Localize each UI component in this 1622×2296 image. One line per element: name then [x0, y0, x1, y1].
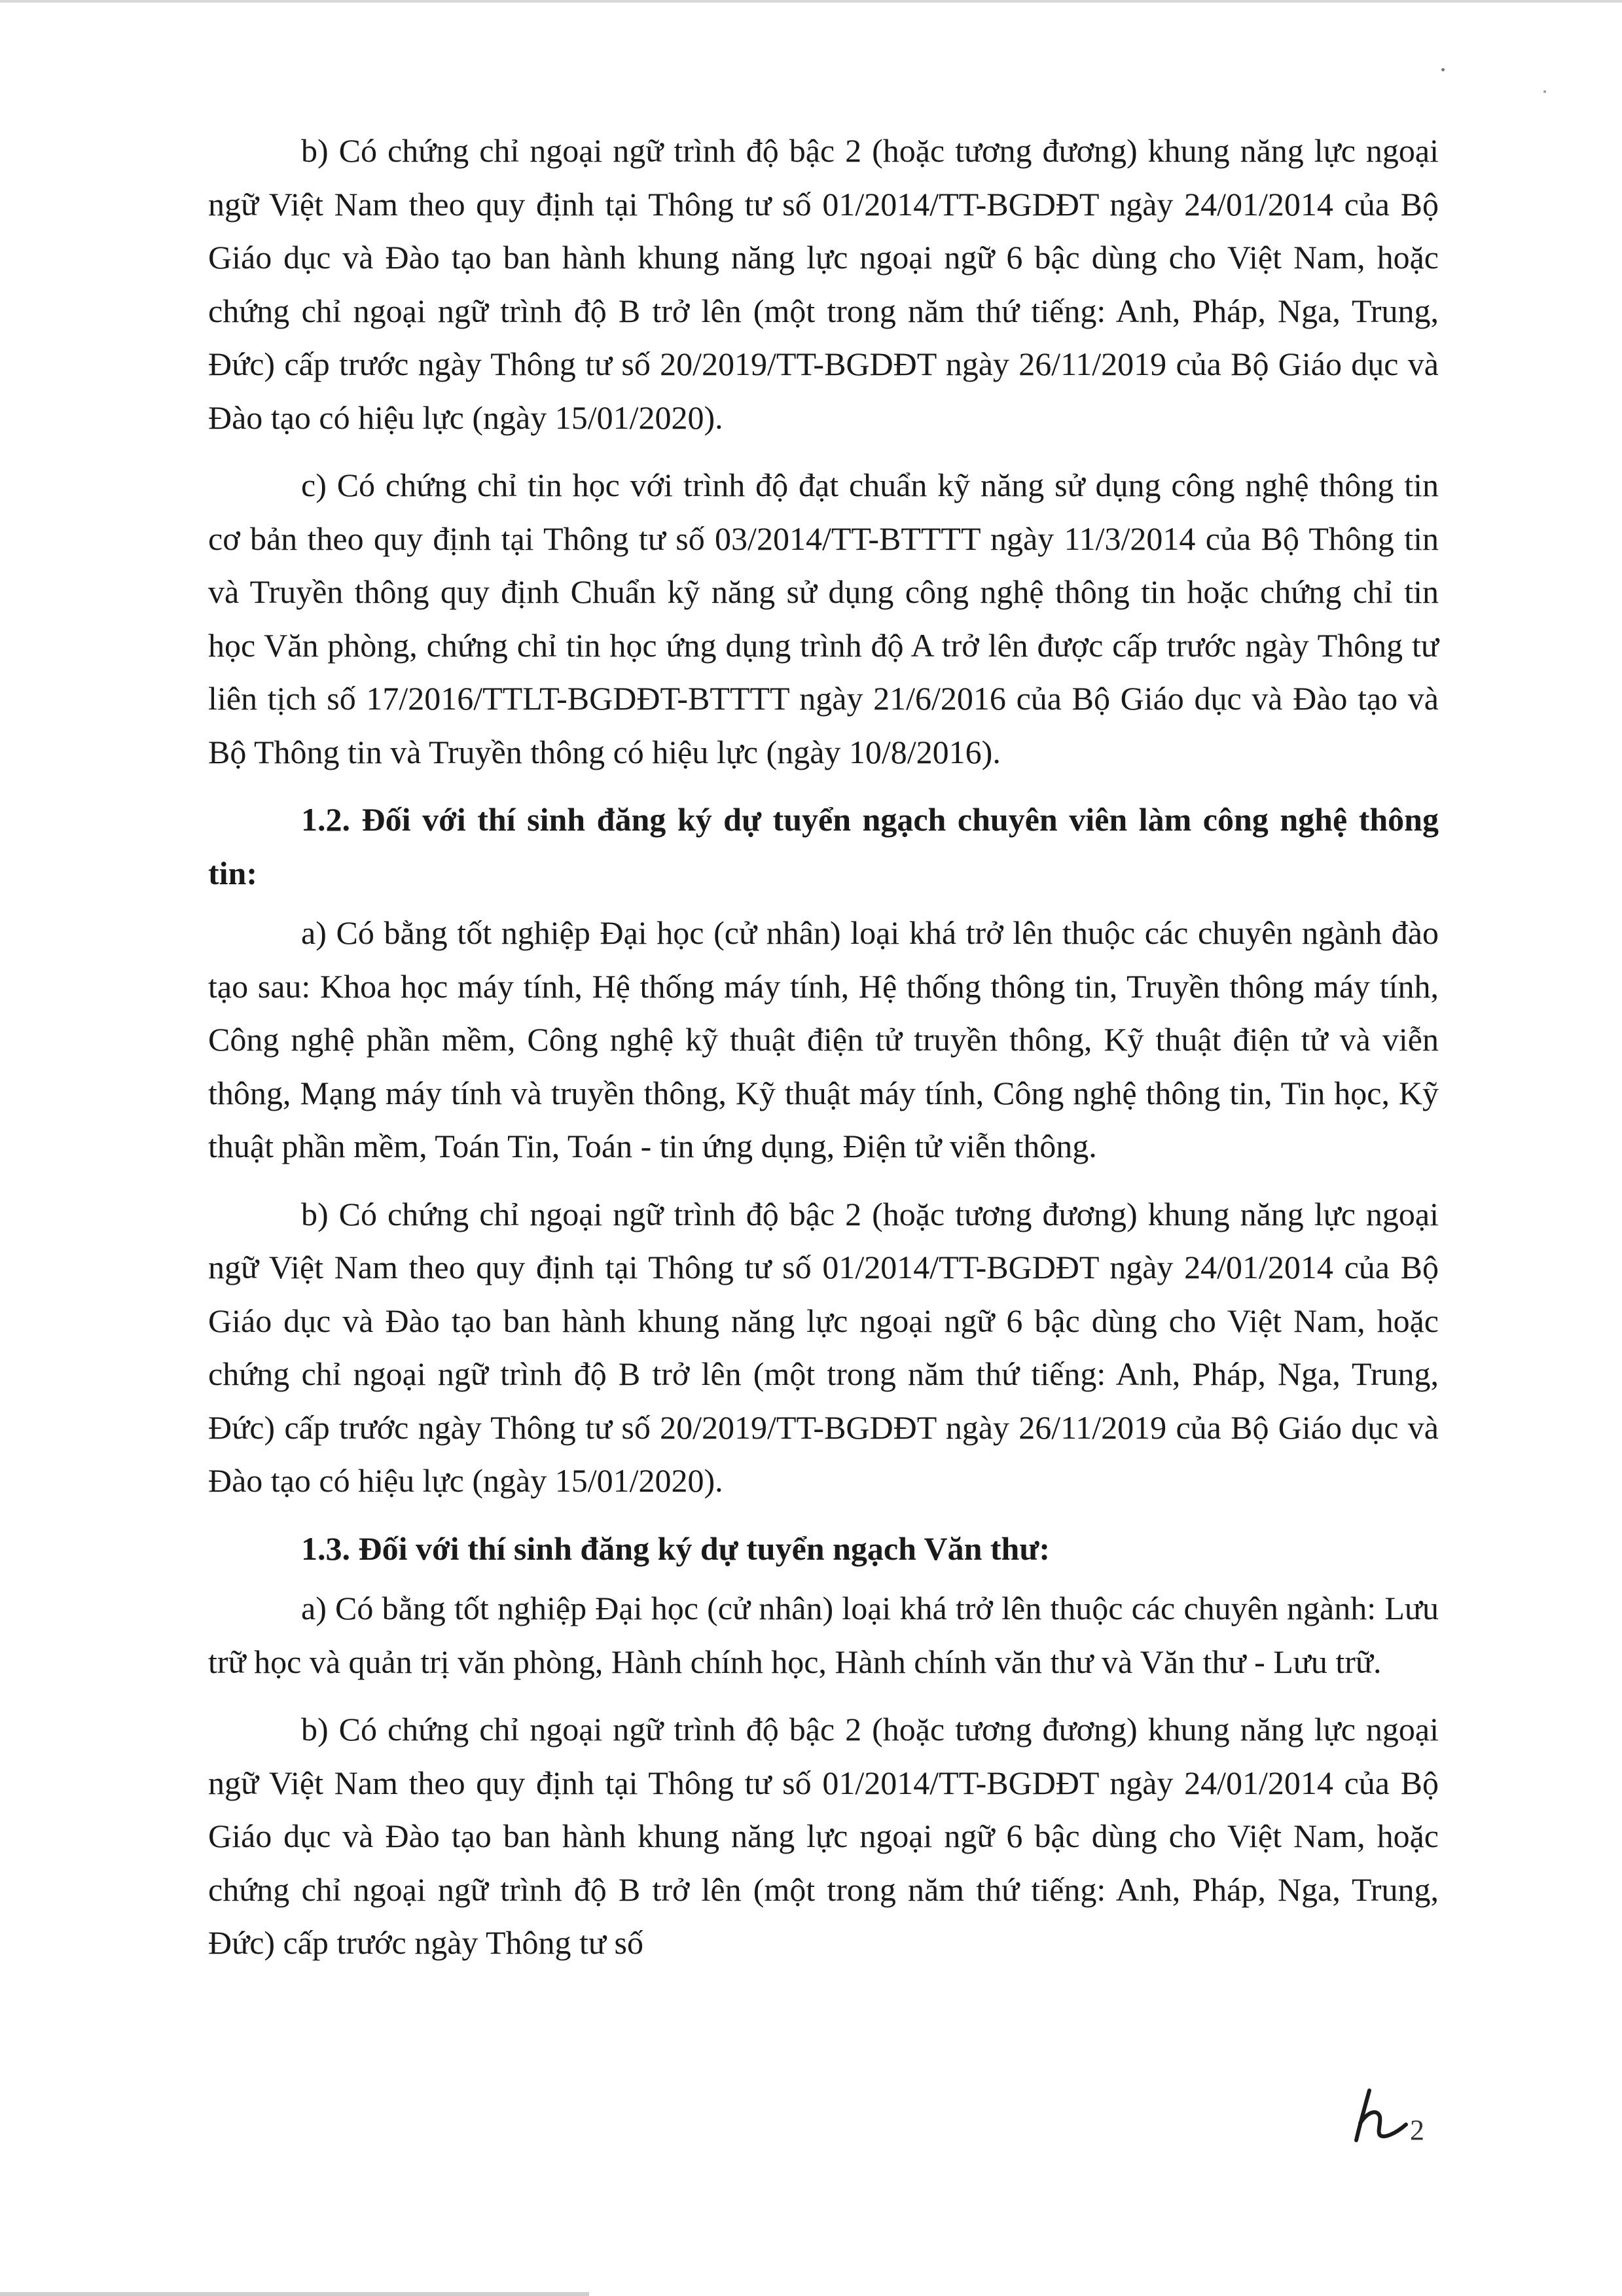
scan-speck — [1543, 90, 1546, 93]
handwritten-initial-mark — [1351, 2085, 1410, 2144]
scan-top-edge — [0, 0, 1622, 3]
scan-bottom-edge — [0, 2292, 589, 2296]
paragraph-foreign-language-certificate: b) Có chứng chỉ ngoại ngữ trình độ bậc 2 (hoặc tương đương) khung năng lực ngoại ngữ Việt Nam theo quy định tại Thông tư số 01/2014/TT-BGDĐT ngày 24/01/2014 của Bộ Giáo dục và Đào tạo ban hành khung năng lực ngoại ngữ 6 bậc dùng cho Việt Nam, hoặc chứng chỉ ngoại ngữ trình độ B trở lên (một trong năm thứ tiếng: Anh, Pháp, Nga, Trung, Đức) cấp trước ngày Thông tư số — [208, 1711, 1439, 1961]
paragraph-it-certificate: c) Có chứng chỉ tin học với trình độ đạt chuẩn kỹ năng sử dụng công nghệ thông tin cơ bản theo quy định tại Thông tư số 03/2014/TT-BTTTT ngày 11/3/2014 của Bộ Thông tin và Truyền thông quy định Chuẩn kỹ năng sử dụng công nghệ thông tin hoặc chứng chỉ tin học Văn phòng, chứng chỉ tin học ứng dụng trình độ A trở lên được cấp trước ngày Thông tư liên tịch số 17/2016/TTLT-BGDĐT-BTTTT ngày 21/6/2016 của Bộ Giáo dục và Đào tạo và Bộ Thông tin và Truyền thông có hiệu lực (ngày 10/8/2016). — [208, 467, 1439, 770]
section-heading-1-3: 1.3. Đối với thí sinh đăng ký dự tuyển ngạch Văn thư: — [301, 1530, 1051, 1567]
page-number: 2 — [1410, 2114, 1424, 2146]
document-body — [208, 124, 1439, 1970]
paragraph-foreign-language-certificate: b) Có chứng chỉ ngoại ngữ trình độ bậc 2 (hoặc tương đương) khung năng lực ngoại ngữ Việt Nam theo quy định tại Thông tư số 01/2014/TT-BGDĐT ngày 24/01/2014 của Bộ Giáo dục và Đào tạo ban hành khung năng lực ngoại ngữ 6 bậc dùng cho Việt Nam, hoặc chứng chỉ ngoại ngữ trình độ B trở lên (một trong năm thứ tiếng: Anh, Pháp, Nga, Trung, Đức) cấp trước ngày Thông tư số 20/2019/TT-BGDĐT ngày 26/11/2019 của Bộ Giáo dục và Đào tạo có hiệu lực (ngày 15/01/2020). — [208, 132, 1439, 436]
section-heading-1-2: 1.2. Đối với thí sinh đăng ký dự tuyển ngạch chuyên viên làm công nghệ thông tin: — [208, 801, 1439, 891]
paragraph-it-degree: a) Có bằng tốt nghiệp Đại học (cử nhân) loại khá trở lên thuộc các chuyên ngành đào tạo sau: Khoa học máy tính, Hệ thống máy tính, Hệ thống thông tin, Truyền thông máy tính, Công nghệ phần mềm, Công nghệ kỹ thuật điện tử truyền thông, Kỹ thuật điện tử và viễn thông, Mạng máy tính và truyền thông, Kỹ thuật máy tính, Công nghệ thông tin, Tin học, Kỹ thuật phần mềm, Toán Tin, Toán - tin ứng dụng, Điện tử viễn thông. — [208, 914, 1439, 1164]
paragraph-clerical-degree: a) Có bằng tốt nghiệp Đại học (cử nhân) loại khá trở lên thuộc các chuyên ngành: Lưu trữ học và quản trị văn phòng, Hành chính học, Hành chính văn thư và Văn thư - Lưu trữ. — [208, 1590, 1439, 1680]
paragraph-foreign-language-certificate: b) Có chứng chỉ ngoại ngữ trình độ bậc 2 (hoặc tương đương) khung năng lực ngoại ngữ Việt Nam theo quy định tại Thông tư số 01/2014/TT-BGDĐT ngày 24/01/2014 của Bộ Giáo dục và Đào tạo ban hành khung năng lực ngoại ngữ 6 bậc dùng cho Việt Nam, hoặc chứng chỉ ngoại ngữ trình độ B trở lên (một trong năm thứ tiếng: Anh, Pháp, Nga, Trung, Đức) cấp trước ngày Thông tư số 20/2019/TT-BGDĐT ngày 26/11/2019 của Bộ Giáo dục và Đào tạo có hiệu lực (ngày 15/01/2020). — [208, 1195, 1439, 1499]
scan-speck — [1441, 68, 1445, 71]
